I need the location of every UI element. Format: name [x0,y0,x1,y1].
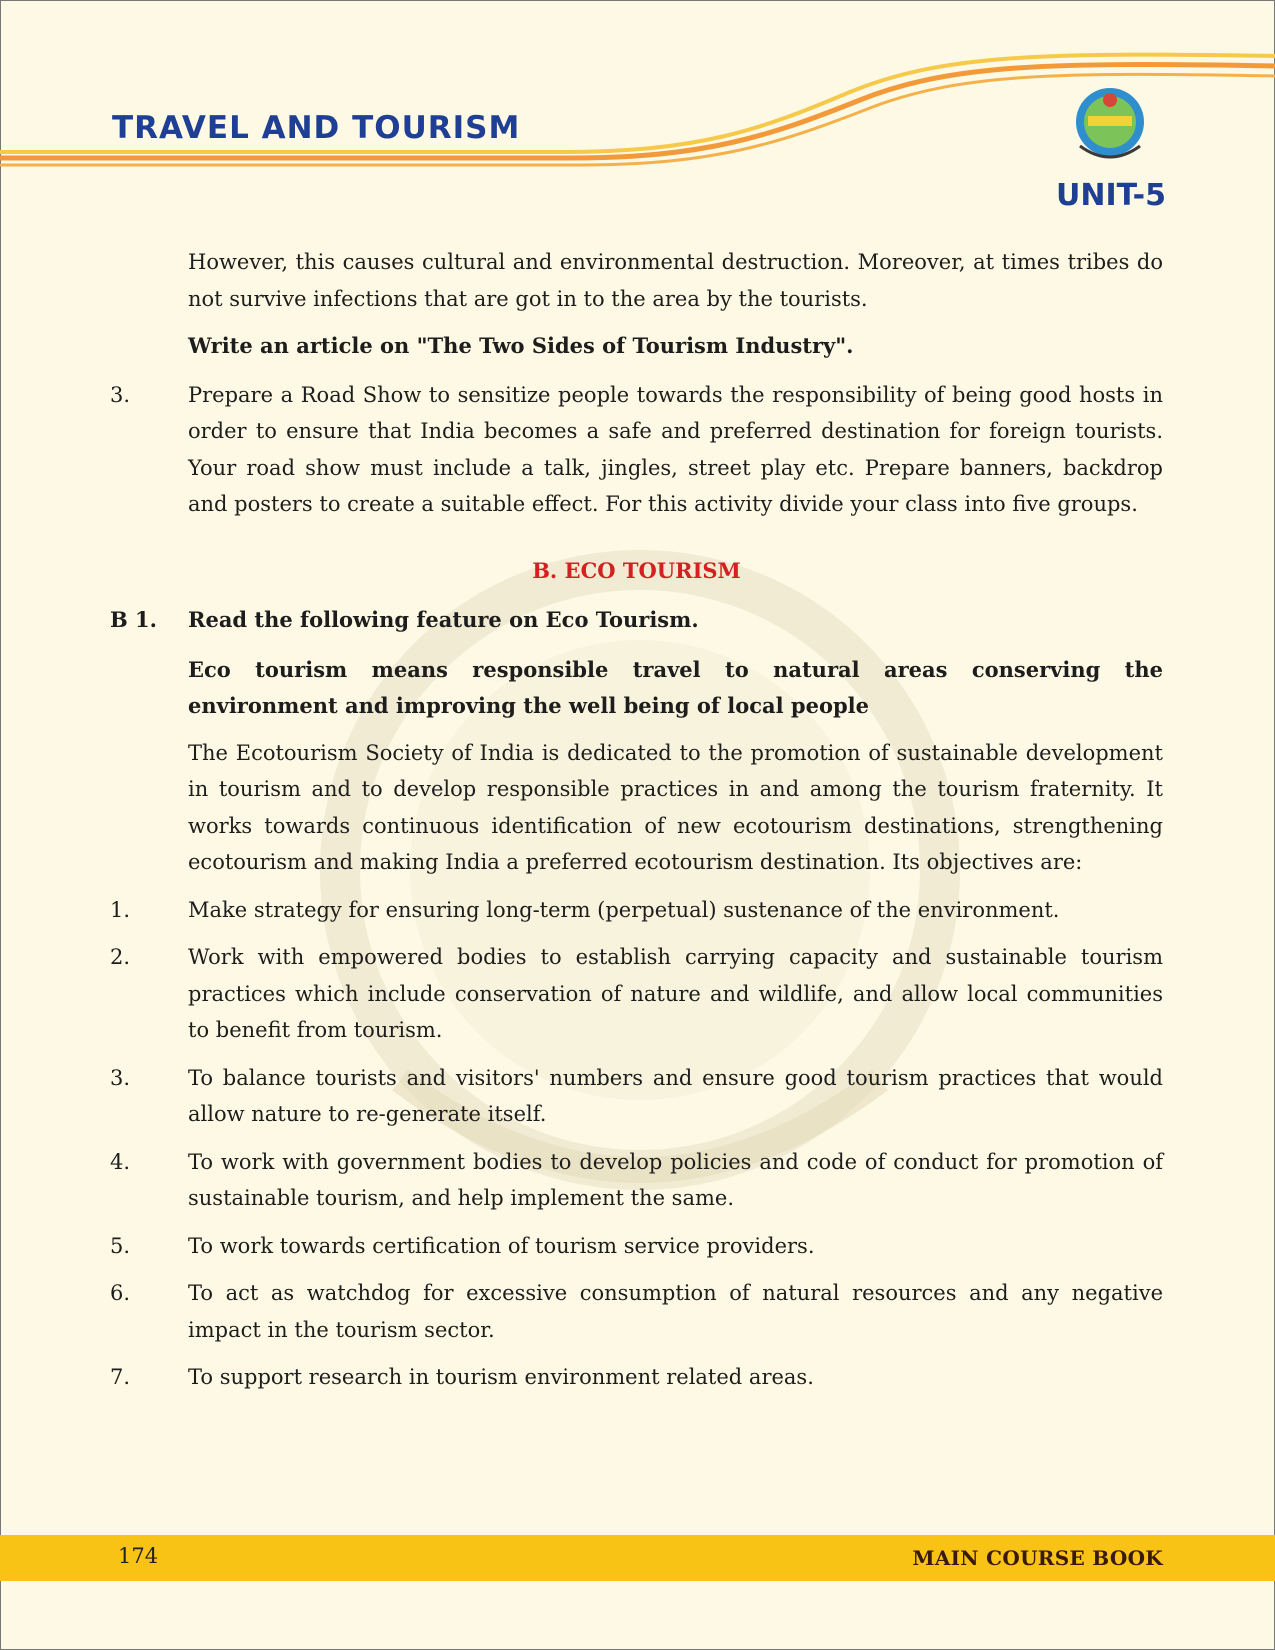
list-item [110,1359,1163,1396]
list-item [110,1228,1163,1265]
writing-task: Write an article on "The Two Sides of Tourism Industry". [188,333,854,358]
b1-text: Read the following feature on Eco Tourism. [188,607,699,632]
item-text: Make strategy for ensuring long-term (perpetual) sustenance of the environment. [188,897,1060,922]
item-text: To balance tourists and visitors' numbers and ensure good tourism practices that would allow nature to re-generate itself. [188,1065,1163,1126]
item-text: To work with government bodies to develop policies and code of conduct for promotion of sustainable tourism, and help implement the same. [188,1149,1163,1210]
list-item [110,1060,1163,1133]
list-item [110,892,1163,929]
section-heading: B. ECO TOURISM [532,557,741,583]
unit-label: UNIT-5 [1056,178,1167,213]
item-text: To work towards certification of tourism service providers. [188,1233,815,1258]
b1-number: B 1. [110,607,157,632]
b1-instruction [110,602,1163,639]
page-number: 174 [118,1544,159,1568]
item-number: 5. [110,1233,131,1258]
item-text: Prepare a Road Show to sensitize people towards the responsibility of being good hosts in order to ensure that India becomes a safe and preferred destination for foreign tourists. Your road show must include a talk, jingles, street play etc. Prepare banners, backdrop and posters to create a suitable effect. For this activity divide your class into five groups. [188,382,1163,516]
objectives-list [110,892,1163,1396]
page-content [110,244,1163,1396]
unit-title: TRAVEL AND TOURISM [112,110,521,146]
list-item [110,1275,1163,1348]
feature-body: The Ecotourism Society of India is dedicated to the promotion of sustainable development in tourism and to develop responsible practices in and among the tourism fraternity. It works towards continuous identification of new ecotourism destinations, strengthening ecotourism and making India a preferred ecotourism destination. Its objectives are: [188,740,1163,874]
item-number: 3. [110,382,131,407]
item-number: 4. [110,1149,131,1174]
list-item [110,939,1163,1049]
activity-item [110,377,1163,523]
item-number: 2. [110,945,131,969]
feature-title: Eco tourism means responsible travel to natural areas conserving the environment and improving the well being of local people [188,656,1163,718]
item-number: 1. [110,897,131,922]
item-number: 7. [110,1365,131,1389]
item-text: To support research in tourism environment related areas. [188,1365,814,1389]
intro-paragraph: However, this causes cultural and environmental destruction. Moreover, at times tribes do not survive infections that are got in to the area by the tourists. [188,250,1163,311]
item-number: 6. [110,1281,131,1305]
item-text: To act as watchdog for excessive consumption of natural resources and any negative impact in the tourism sector. [188,1281,1163,1342]
item-text: Work with empowered bodies to establish carrying capacity and sustainable tourism practices which include conservation of nature and wildlife, and allow local communities to benefit from tourism. [188,945,1163,1042]
book-title: MAIN COURSE BOOK [912,1546,1163,1570]
school-emblem-icon [1066,76,1154,172]
list-item [110,1144,1163,1217]
item-number: 3. [110,1065,131,1090]
